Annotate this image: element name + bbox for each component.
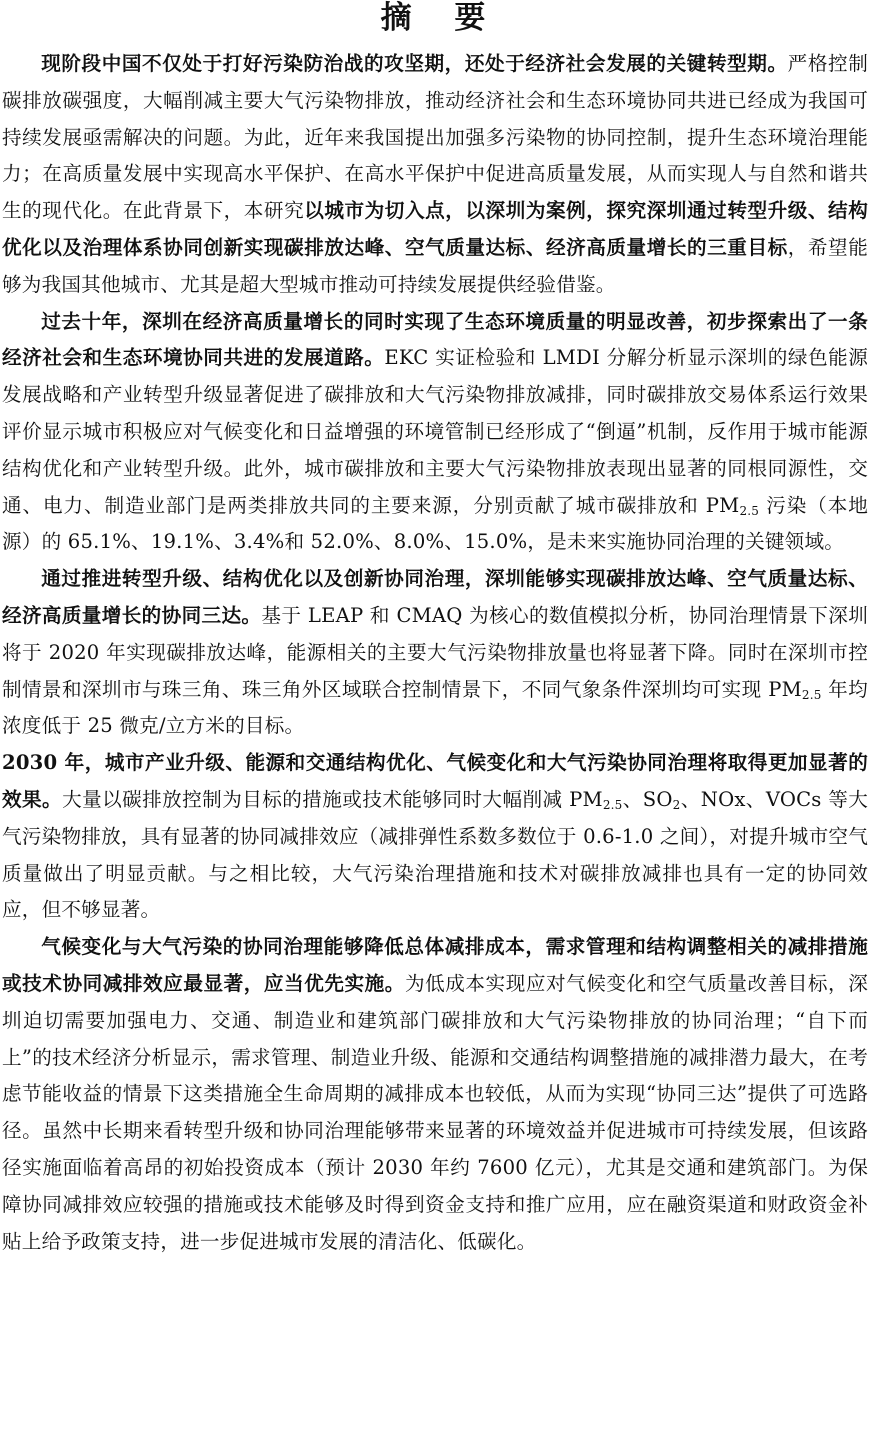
paragraph-4-tail: 、NOx、VOCs 等大气污染物排放，具有显著的协同减排效应（减排弹性系数多数位于 0.6-1.0 之间），对提升城市空气质量做出了明显贡献。与之相比较，大气污染治理措施和技术对碳排放减排也具有一定的协同效应，但不够显著。 — [2, 787, 869, 922]
paragraph-5-lead: 气候变化与大气污染的协同治理能够降低总体减排成本，需求管理和结构调整相关的减排措施或技术协同减排效应最显著，应当优先实施。 — [2, 935, 868, 995]
paragraph-5 — [2, 929, 868, 1260]
paragraph-4-subscript: 2.5 — [602, 797, 623, 812]
paragraph-5-body: 为低成本实现应对气候变化和空气质量改善目标，深圳迫切需要加强电力、交通、制造业和建筑部门碳排放和大气污染物排放的协同治理；“自下而上”的技术经济分析显示，需求管理、制造业升级、能源和交通结构调整措施的减排潜力最大，在考虑节能收益的情景下这类措施全生命周期的减排成本也较低，从而为实现“协同三达”提供了可选路径。虽然中长期来看转型升级和协同治理能够带来显著的环境效益并促进城市可持续发展，但该路径实施面临着高昂的初始投资成本（预计 2030 年约 7600 亿元），尤其是交通和建筑部门。为保障协同减排效应较强的措施或技术能够及时得到资金支持和推广应用，应在融资渠道和财政资金补贴上给予政策支持，进一步促进城市发展的清洁化、低碳化。 — [2, 971, 868, 1253]
paragraph-1-tail: ，希望能够为我国其他城市、尤其是超大型城市推动可持续发展提供经验借鉴。 — [2, 235, 868, 296]
paragraph-2-tail: 污染（本地源）的 65.1%、19.1%、3.4%和 52.0%、8.0%、15.0%，是未来实施协同治理的关键领域。 — [2, 493, 869, 554]
paragraph-1-lead: 现阶段中国不仅处于打好污染防治战的攻坚期，还处于经济社会发展的关键转型期。 — [41, 52, 788, 75]
paragraph-2 — [2, 304, 868, 562]
paragraph-3-subscript: 2.5 — [801, 687, 822, 702]
paragraph-4 — [2, 745, 868, 929]
paragraph-3-tail: 年均浓度低于 25 微克/立方米的目标。 — [2, 677, 868, 738]
paragraph-3 — [2, 561, 868, 745]
paragraph-4-body: 大量以碳排放控制为目标的措施或技术能够同时大幅削减 PM — [62, 787, 603, 811]
paragraph-2-lead: 过去十年，深圳在经济高质量增长的同时实现了生态环境质量的明显改善，初步探索出了一条经济社会和生态环境协同共进的发展道路。 — [2, 309, 868, 370]
paragraph-4-mid: 、SO — [622, 787, 673, 811]
paragraph-4-subscript-2: 2 — [672, 797, 681, 812]
paragraph-4-lead: 2030 年，城市产业升级、能源和交通结构优化、气候变化和大气污染协同治理将取得更加显著的效果。 — [2, 751, 868, 811]
paragraph-3-body: 基于 LEAP 和 CMAQ 为核心的数值模拟分析，协同治理情景下深圳将于 2020 年实现碳排放达峰，能源相关的主要大气污染物排放量也将显著下降。同时在深圳市控制情景和深圳市与珠三角、珠三角外区域联合控制情景下，不同气象条件深圳均可实现 PM — [2, 603, 868, 701]
paragraph-2-body: EKC 实证检验和 LMDI 分解分析显示深圳的绿色能源发展战略和产业转型升级显著促进了碳排放和大气污染物排放减排，同时碳排放交易体系运行效果评价显示城市积极应对气候变化和日益增强的环境管制已经形成了“倒逼”机制，反作用于城市能源结构优化和产业转型升级。此外，城市碳排放和主要大气污染物排放表现出显著的同根同源性，交通、电力、制造业部门是两类排放共同的主要来源，分别贡献了城市碳排放和 PM — [2, 346, 868, 517]
paragraph-1-body: 严格控制碳排放碳强度，大幅削减主要大气污染物排放，推动经济社会和生态环境协同共进已经成为我国可持续发展亟需解决的问题。为此，近年来我国提出加强多污染物的协同控制，提升生态环境治理能力；在高质量发展中实现高水平保护、在高水平保护中促进高质量发展，从而实现人与自然和谐共生的现代化。在此背景下，本研究 — [2, 52, 868, 223]
paragraph-2-subscript: 2.5 — [739, 503, 760, 518]
page-title: 摘 要 — [380, 0, 502, 36]
paragraph-1 — [2, 46, 868, 304]
paragraph-1-emphasis: 以城市为切入点，以深圳为案例，探究深圳通过转型升级、结构优化以及治理体系协同创新实现碳排放达峰、空气质量达标、经济高质量增长的三重目标 — [2, 199, 868, 259]
paragraph-3-lead: 通过推进转型升级、结构优化以及创新协同治理，深圳能够实现碳排放达峰、空气质量达标、经济高质量增长的协同三达。 — [2, 567, 868, 627]
